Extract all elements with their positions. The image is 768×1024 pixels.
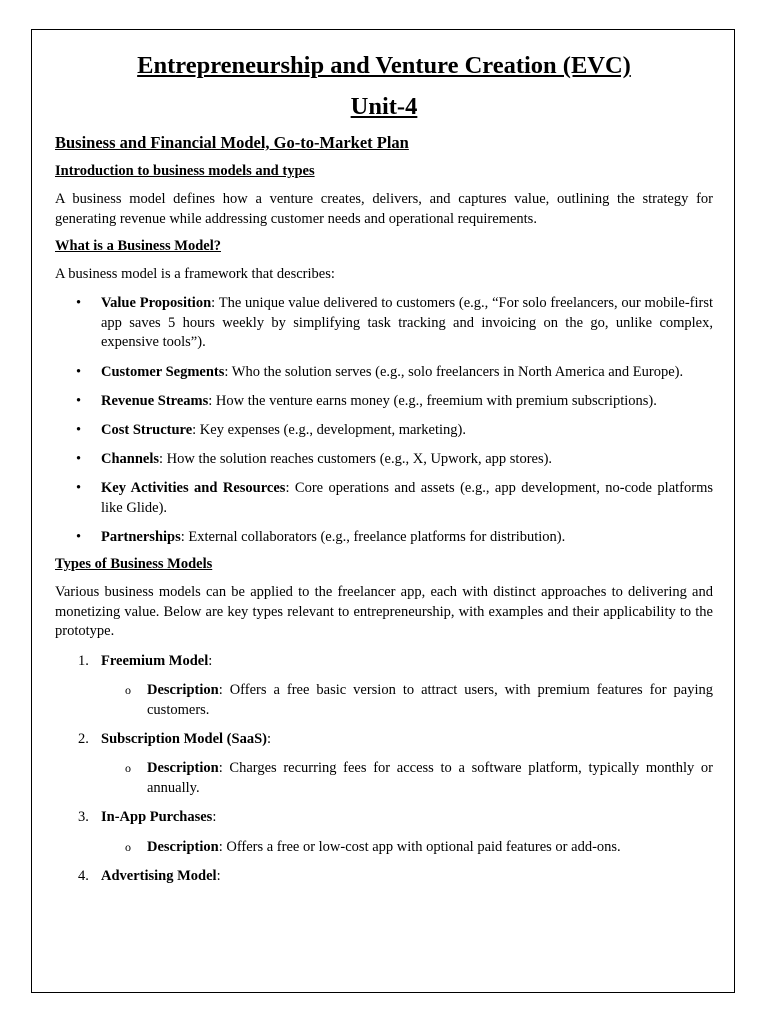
term: Value Proposition — [101, 295, 212, 312]
list-item — [55, 421, 713, 441]
description-text: : Charges recurring fees for access to a software platform, typically monthly or annually. — [147, 760, 713, 796]
what-heading: What is a Business Model? — [55, 238, 221, 255]
list-item — [55, 450, 713, 470]
model-colon: : — [266, 730, 272, 747]
term-text: : How the venture earns money (e.g., freemium with premium subscriptions). — [208, 392, 657, 409]
term-text: : External collaborators (e.g., freelance platforms for distribution). — [180, 528, 566, 545]
section-title: Business and Financial Model, Go-to-Market Plan — [55, 133, 409, 152]
circle-bullet-icon: o — [125, 683, 131, 698]
intro-paragraph: A business model defines how a venture creates, delivers, and captures value, outlining the strategy for generating revenue while addressing customer needs and operational requirements. — [55, 191, 713, 227]
list-item — [55, 392, 713, 412]
item-number: 4. — [78, 867, 89, 884]
circle-bullet-icon: o — [125, 761, 131, 776]
term-text: : The unique value delivered to customers (e.g., “For solo freelancers, our mobile-first app saves 5 hours weekly by simplifying task tracking and invoicing on the go, unlike complex, expensive tools”). — [101, 295, 714, 351]
term: Partnerships — [101, 528, 181, 545]
description-label: Description — [147, 682, 219, 699]
model-heading — [55, 808, 713, 828]
document-title: Entrepreneurship and Venture Creation (EVC) — [137, 52, 631, 79]
list-item — [55, 528, 713, 548]
list-item — [55, 479, 713, 518]
term: Cost Structure — [101, 421, 193, 438]
types-heading: Types of Business Models — [55, 556, 213, 573]
list-item — [55, 808, 713, 857]
list-item — [55, 867, 713, 887]
model-heading — [55, 867, 713, 887]
bullet-icon: • — [76, 479, 82, 496]
term-text: : Key expenses (e.g., development, marketing). — [192, 421, 466, 438]
model-name: Subscription Model (SaaS) — [101, 730, 267, 747]
model-name: In-App Purchases — [101, 809, 213, 826]
circle-bullet-icon: o — [125, 839, 131, 854]
bullet-icon: • — [76, 392, 82, 409]
model-name: Advertising Model — [101, 867, 217, 884]
unit-title: Unit-4 — [350, 93, 418, 120]
description-label: Description — [147, 760, 219, 777]
document-body — [55, 50, 713, 886]
list-item — [55, 294, 713, 353]
term-text: : Who the solution serves (e.g., solo freelancers in North America and Europe). — [224, 363, 684, 380]
types-paragraph: Various business models can be applied to the freelancer app, each with distinct approaches to delivering and monetizing value. Below are key types relevant to entrepreneurship, with examples and their applicability to the prototype. — [55, 584, 713, 640]
list-item — [55, 363, 713, 383]
models-list — [55, 652, 713, 887]
term: Customer Segments — [101, 363, 225, 380]
what-paragraph: A business model is a framework that describes: — [55, 266, 335, 283]
intro-heading: Introduction to business models and types — [55, 163, 315, 179]
term: Revenue Streams — [101, 392, 209, 409]
model-colon: : — [216, 867, 221, 884]
item-number: 3. — [78, 809, 89, 826]
model-description — [55, 759, 713, 798]
model-colon: : — [208, 652, 213, 669]
bullet-icon: • — [76, 528, 82, 545]
model-description — [55, 838, 713, 858]
item-number: 2. — [78, 730, 89, 747]
bullet-icon: • — [76, 295, 82, 312]
components-list — [55, 294, 713, 547]
bullet-icon: • — [76, 363, 82, 380]
bullet-icon: • — [76, 450, 82, 467]
list-item — [55, 730, 713, 799]
term: Channels — [101, 450, 160, 467]
term-text: : How the solution reaches customers (e.g., X, Upwork, app stores). — [159, 450, 553, 467]
bullet-icon: • — [76, 421, 82, 438]
model-colon: : — [212, 809, 217, 826]
term-text: : Core operations and assets (e.g., app development, no-code platforms like Glide). — [101, 479, 713, 516]
item-number: 1. — [78, 652, 89, 669]
list-item — [55, 652, 713, 721]
term: Key Activities and Resources — [101, 479, 286, 496]
model-name: Freemium Model — [101, 652, 209, 669]
description-label: Description — [147, 838, 219, 855]
model-heading — [55, 730, 713, 750]
description-text: : Offers a free basic version to attract users, with premium features for paying customers. — [147, 682, 713, 718]
model-heading — [55, 652, 713, 672]
description-text: : Offers a free or low-cost app with optional paid features or add-ons. — [218, 838, 621, 855]
model-description — [55, 681, 713, 720]
